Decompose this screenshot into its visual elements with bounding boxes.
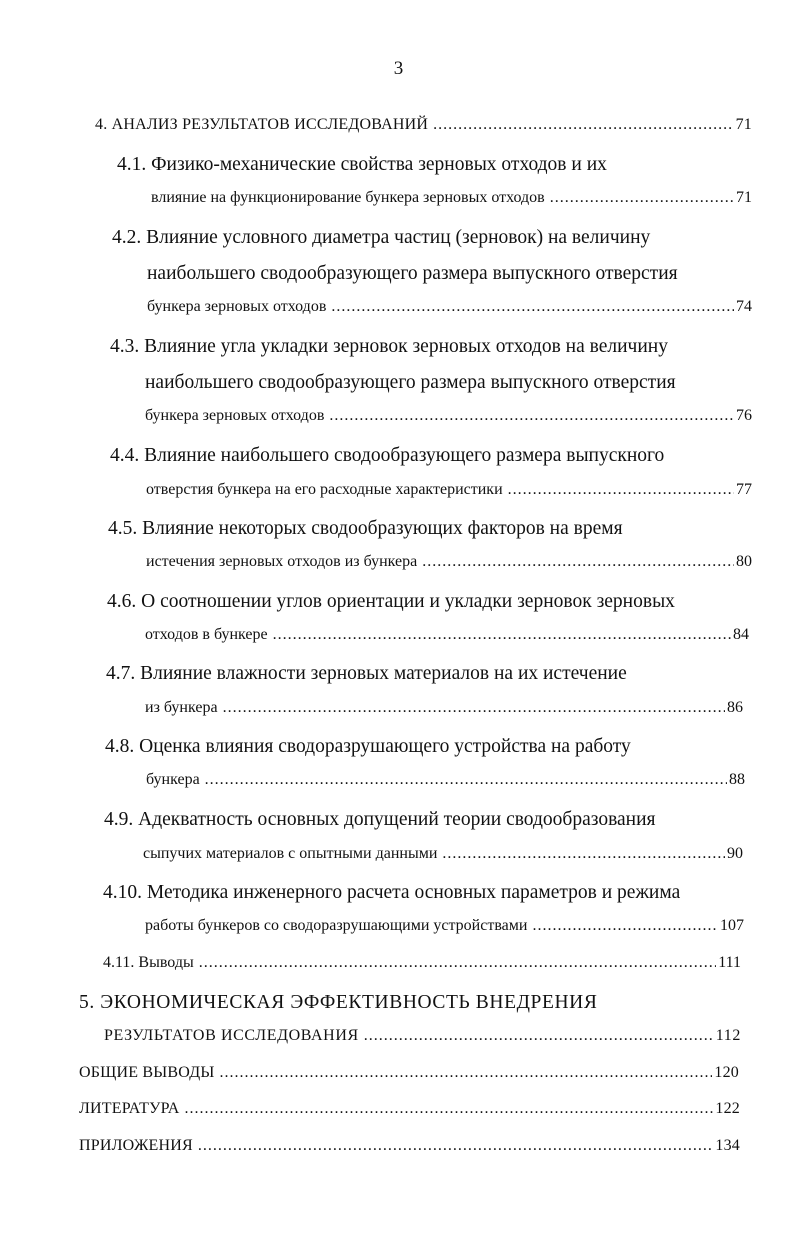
toc-entry-4-3[interactable]	[145, 407, 752, 425]
toc-title: бункера зерновых отходов	[145, 407, 325, 424]
toc-title: влияние на функционирование бункера зерновых отходов	[151, 189, 545, 206]
toc-title: бункера	[146, 771, 200, 788]
toc-title: ЛИТЕРАТУРА	[79, 1100, 180, 1117]
toc-page: 112	[715, 1027, 741, 1044]
dot-leader	[422, 553, 734, 571]
dot-leader	[433, 116, 733, 134]
toc-title: отверстия бункера на его расходные характеристики	[146, 481, 503, 498]
toc-title: отходов в бункере	[145, 626, 268, 643]
toc-page: 77	[736, 481, 752, 498]
toc-title: сыпучих материалов с опытными данными	[143, 845, 438, 862]
toc-title: из бункера	[145, 699, 218, 716]
toc-line: 4.2. Влияние условного диаметра частиц (зерновок) на величину	[112, 227, 651, 248]
toc-title: ОБЩИЕ ВЫВОДЫ	[79, 1064, 215, 1081]
dot-leader	[532, 917, 718, 935]
toc-line: 5. ЭКОНОМИЧЕСКАЯ ЭФФЕКТИВНОСТЬ ВНЕДРЕНИЯ	[79, 992, 598, 1013]
toc-entry-ch5[interactable]	[104, 1027, 741, 1045]
dot-leader	[442, 845, 725, 863]
dot-leader	[205, 771, 727, 789]
toc-page: 74	[736, 298, 752, 315]
toc-line: 4.9. Адекватность основных допущений теории сводообразования	[104, 809, 656, 830]
toc-line: 4.5. Влияние некоторых сводообразующих факторов на время	[108, 518, 623, 539]
toc-page: 122	[715, 1100, 740, 1117]
toc-line: 4.7. Влияние влажности зерновых материалов на их истечение	[106, 663, 627, 684]
toc-title: бункера зерновых отходов	[147, 298, 327, 315]
toc-line: 4.1. Физико-механические свойства зерновых отходов и их	[117, 154, 607, 175]
toc-entry-4-9[interactable]	[143, 845, 743, 863]
dot-leader	[223, 699, 725, 717]
dot-leader	[329, 407, 734, 425]
toc-line: 4.6. О соотношении углов ориентации и укладки зерновок зерновых	[107, 591, 675, 612]
toc-entry-4-8[interactable]	[146, 771, 745, 789]
toc-entry-4-5[interactable]	[146, 553, 752, 571]
toc-entry-conclusions[interactable]	[79, 1064, 739, 1082]
toc-page: 111	[718, 954, 741, 971]
toc-title: истечения зерновых отходов из бункера	[146, 553, 418, 570]
toc-entry-4-1[interactable]	[151, 189, 752, 207]
toc-page: 120	[714, 1064, 739, 1081]
toc-line: 4.4. Влияние наибольшего сводообразующего размера выпускного	[110, 445, 665, 466]
toc-line: наибольшего сводообразующего размера выпускного отверстия	[147, 263, 678, 284]
dot-leader	[220, 1064, 713, 1082]
toc-page: 107	[720, 917, 744, 934]
dot-leader	[331, 298, 734, 316]
toc-page: 88	[729, 771, 745, 788]
toc-line: 4.8. Оценка влияния сводоразрушающего устройства на работу	[105, 736, 631, 757]
dot-leader	[184, 1100, 713, 1118]
toc-entry-ch4[interactable]	[95, 116, 752, 134]
toc-page: 134	[715, 1137, 740, 1154]
dot-leader	[199, 954, 716, 972]
toc-entry-appendices[interactable]	[79, 1137, 740, 1155]
dot-leader	[550, 189, 734, 207]
page-number: 3	[393, 58, 404, 79]
toc-title: 4. АНАЛИЗ РЕЗУЛЬТАТОВ ИССЛЕДОВАНИЙ	[95, 116, 429, 133]
dot-leader	[198, 1137, 713, 1155]
toc-line: 4.10. Методика инженерного расчета основных параметров и режима	[103, 882, 681, 903]
toc-entry-4-4[interactable]	[146, 481, 752, 499]
toc-page: 71	[736, 189, 752, 206]
toc-entry-4-10[interactable]	[145, 917, 744, 935]
toc-page: 80	[736, 553, 752, 570]
toc-page: 86	[727, 699, 743, 716]
toc-entry-4-2[interactable]	[147, 298, 752, 316]
toc-title: работы бункеров со сводоразрушающими устройствами	[145, 917, 528, 934]
toc-entry-4-6[interactable]	[145, 626, 749, 644]
toc-title: РЕЗУЛЬТАТОВ ИССЛЕДОВАНИЯ	[104, 1027, 359, 1044]
dot-leader	[364, 1027, 714, 1045]
toc-entry-literature[interactable]	[79, 1100, 740, 1118]
toc-line: 4.3. Влияние угла укладки зерновок зерновых отходов на величину	[110, 336, 668, 357]
toc-page: 71	[735, 116, 752, 133]
toc-title: ПРИЛОЖЕНИЯ	[79, 1137, 193, 1154]
toc-entry-4-7[interactable]	[145, 699, 743, 717]
toc-page: 76	[736, 407, 752, 424]
toc-page: 90	[727, 845, 743, 862]
toc-line: наибольшего сводообразующего размера выпускного отверстия	[145, 372, 676, 393]
dot-leader	[508, 481, 734, 499]
dot-leader	[273, 626, 731, 644]
toc-page: 84	[733, 626, 749, 643]
toc-title: 4.11. Выводы	[103, 954, 194, 971]
toc-entry-4-11[interactable]	[103, 954, 741, 972]
